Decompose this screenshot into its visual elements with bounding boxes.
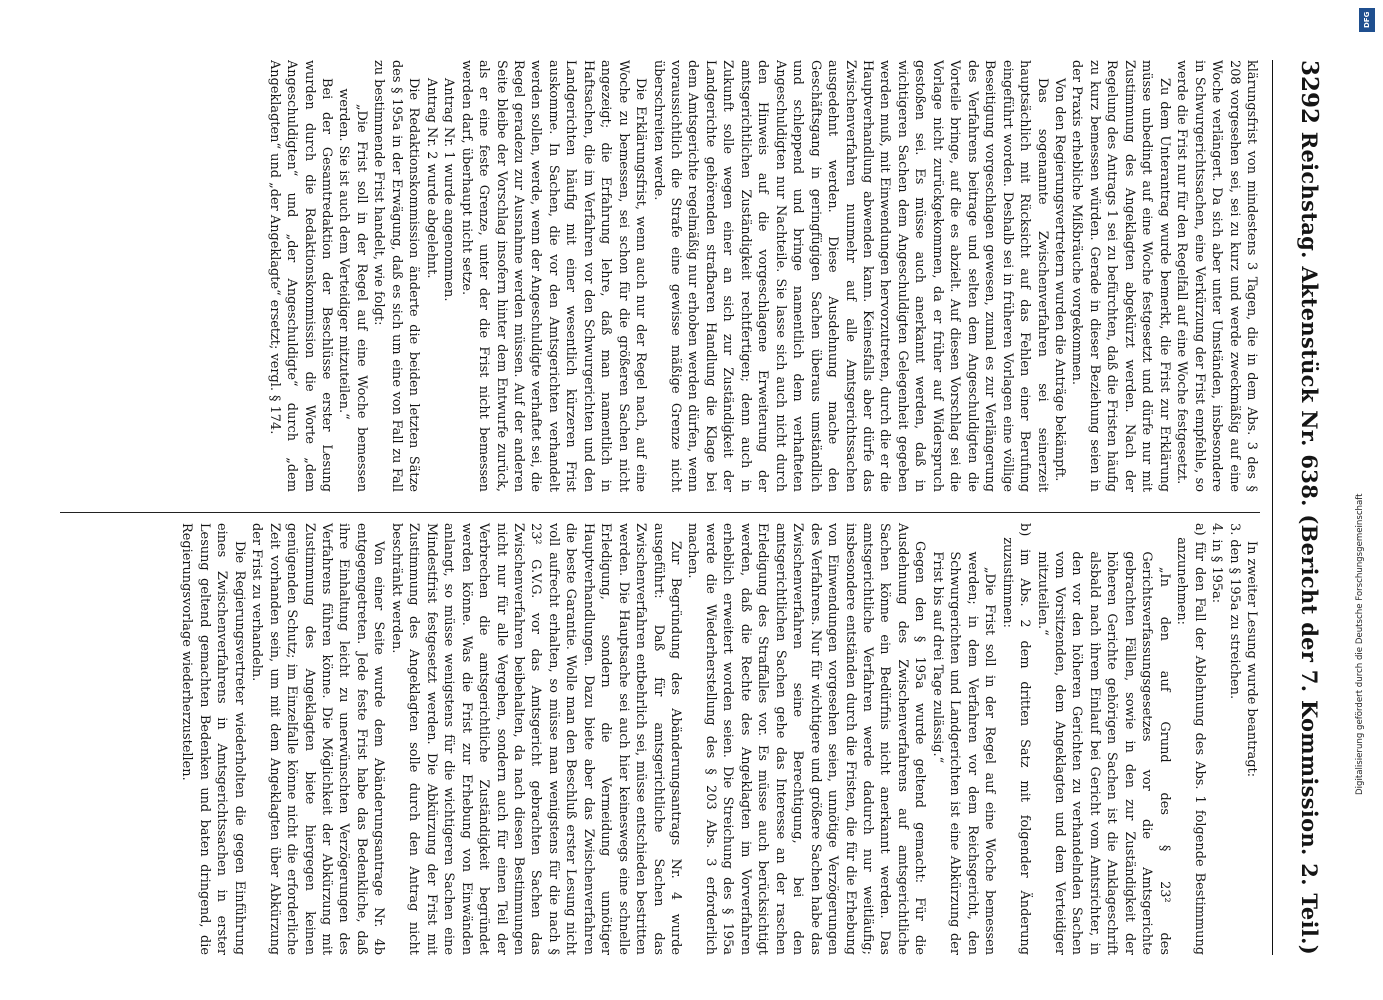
running-title: Reichstag. Aktenstück Nr. 638. (Bericht der 7. Kommission. 2. Teil.) (1297, 131, 1322, 955)
paragraph: Gegen den § 195a wurde geltend gemacht: Für die Ausdehnung des Zwischenverfahrens auf amtsgerichtliche Sachen könne ein Bedürfnis nicht anerkannt werden. Das amtsgerichtliche Verfahren werde dadurch nur weitläufig; insbesondere entständen durch die Fristen, die für die Erhebung von Einwendungen vorgesehen seien, unnötige Verzögerungen des Verfahrens. Nur für wichtigere und größere Sachen habe das Zwischenverfahren seine Berechtigung, bei den amtsgerichtlichen Sachen gehe das Interesse an der raschen Erledigung des Straffalles vor. Es müsse auch berücksichtigt werden, daß die Rechte des Angeklagten im Vorverfahren erheblich erweitert worden seien. Die Streichung des § 195a werde die Wiederherstellung des § 203 Abs. 3 erforderlich machen. (685, 523, 928, 955)
paragraph: klärungsfrist von mindestens 3 Tagen, die in dem Abs. 3 des § 208 vorgesehen sei, sei zu kurz und werde zweckmäßig auf eine Woche verlängert. Da sich aber unter Umständen, insbesondere in Schwurgerichtssachen, eine Verkürzung der Frist empfehle, so werde die Frist nur für den Regelfall auf eine Woche festgesetzt. (1174, 60, 1259, 492)
left-column (60, 60, 1260, 492)
list-item: 4. in § 195a: (1209, 523, 1225, 604)
paragraph: Das sogenannte Zwischenverfahren sei seinerzeit hauptsächlich mit Rücksicht auf das Fehlen einer Berufung eingeführt worden. Deshalb sei in früheren Vorlagen eine völlige Beseitigung vorgeschlagen gewesen, zumal es zur Verlängerung des Verfahrens beitrage und selten dem Angeschuldigten die Vorteile bringe, auf die es abzielt. Auf diesen Vorschlag sei die Vorlage nicht zurückgekommen, da er früher auf Widerspruch gestoßen sei. Es müsse auch anerkannt werden, daß in wichtigeren Sachen dem Angeschuldigten Gelegenheit gegeben werden muß, mit Einwendungen hervorzutreten, durch die er die Hauptverhandlung abwenden kann. Keinesfalls aber dürfe das Zwischenverfahren nunmehr auf alle Amtsgerichtssachen ausgedehnt werden. Diese Ausdehnung mache den Geschäftsgang in geringfügigen Sachen überaus umständlich und schleppend und bringe namentlich dem verhafteten Angeschuldigten nur Nachteile. Sie lasse sich auch nicht durch den Hinweis auf die vorgeschlagene Erweiterung der amtsgerichtlichen Zuständigkeit rechtfertigen; denn auch in Zukunft solle wegen einer an sich zur Zuständigkeit der Landgerichte gehörenden strafbaren Handlung die Klage bei dem Amtsgerichte regelmäßig nur erhoben werden dürfen, wenn voraussichtlich die Strafe eine gewisse mäßige Grenze nicht überschreiten werde. (650, 60, 1050, 492)
quoted-text: „In den auf Grund des § 23² des Gerichtsverfassungsgesetzes vor die Amtsgerichte gebrachten Fällen, sowie in den zur Zuständigkeit der höheren Gerichte gehörigen Sachen ist die Anklageschrift alsbald nach ihrem Einlauf bei Gericht vom Amtsrichter, in den vor den höheren Gerichten zu verhandelnden Sachen vom Vorsitzenden, dem Angeklagten und dem Verteidiger mitzuteilen.“ (1034, 551, 1172, 955)
page-header (1272, 60, 1323, 955)
list-item: a) für den Fall der Ablehnung des Abs. 1 folgende Bestimmung anzunehmen: (1174, 523, 1207, 955)
page-content (60, 60, 1323, 955)
list-item: b) im Abs. 2 dem dritten Satz mit folgender Änderung zuzustimmen: (999, 523, 1033, 955)
quoted-text: „Die Frist soll in der Regel auf eine Woche bemessen werden; in dem Verfahren vor dem Reichsgericht, den Schwurgerichten und Landgerichten ist eine Abkürzung der Frist bis auf drei Tage zulässig.“ (929, 551, 998, 955)
paragraph: Zu dem Unterantrag wurde bemerkt, die Frist zur Erklärung müsse unbedingt auf eine Woche festgesetzt und dürfe nur mit Zustimmung des Angeklagten abgekürzt werden. Nach der Regelung des Antrags 1 sei zu befürchten, daß die Fristen häufig zu kurz bemessen würden. Gerade in dieser Beziehung seien in der Praxis erhebliche Mißbräuche vorgekommen. (1069, 60, 1172, 492)
paragraph: Bei der Gesamtredaktion der Beschlüsse erster Lesung wurden durch die Redaktionskommission die Worte „dem Angeschuldigten“ und „der Angeschuldigte“ durch „dem Angeklagten“ und „der Angeklagte“ ersetzt; vergl. § 174. (266, 60, 334, 492)
paragraph: Von den Regierungsvertretern wurden die Anträge bekämpft. (1052, 78, 1068, 482)
paragraph: Die Redaktionskommission änderte die beiden letzten Sätze des § 195a in der Erwägung, daß es sich um eine von Fall zu Fall zu bestimmende Frist handelt, wie folgt: (371, 60, 422, 492)
paragraph: Die Erklärungsfrist, wenn auch nur der Regel nach, auf eine Woche zu bemessen, sei schon für die größeren Sachen nicht angezeigt; die Erfahrung lehre, daß man namentlich in Haftsachen, die im Verfahren vor den Schwurgerichten und den Landgerichten häufig mit einer wesentlich kürzeren Frist auskomme. In Sachen, die vor den Amtsgerichten verhandelt werden sollen, werde, wenn der Angeschuldigte verhaftet sei, die Regel geradezu zur Ausnahme werden müssen. Auf der anderen Seite bleibe der Vorschlag insofern hinter dem Entwurfe zurück, als er eine feste Grenze, unter der die Frist nicht bemessen werden darf, überhaupt nicht setze. (458, 60, 649, 492)
text-columns (60, 60, 1260, 955)
paragraph: Antrag Nr. 1 wurde angenommen. (441, 78, 457, 302)
quoted-text: „Die Frist soll in der Regel auf eine Woche bemessen werden. Sie ist auch dem Verteidiger mitzuteilen.“ (336, 88, 369, 492)
paragraph: In zweiter Lesung wurde beantragt: (1244, 541, 1259, 778)
right-column (60, 512, 1260, 955)
page-number: 3292 (1296, 60, 1323, 125)
digitization-note: Digitalisierung gefördert durch die Deutsche Forschungsgemeinschaft (1355, 493, 1365, 795)
paragraph: Von einer Seite wurde dem Abänderungsantrage Nr. 4b entgegengetreten. Jede feste Frist habe das Bedenkliche, daß ihre Einhaltung leicht zu unerwünschten Verzögerungen des Verfahrens führen könne. Die Möglichkeit der Abkürzung mit Zustimmung des Angeklagten biete hiergegen keinen genügenden Schutz; im Einzelfalle könne nicht die erforderliche Zeit vorhanden sein, um mit dem Angeklagten über Abkürzung der Frist zu verhandeln. (249, 523, 387, 955)
list-item: 3. den § 195a zu streichen. (1226, 523, 1242, 700)
paragraph: Zur Begründung des Abänderungsantrags Nr. 4 wurde ausgeführt: Daß für amtsgerichtliche Sachen das Zwischenverfahren entbehrlich sei, müsse entschieden bestritten werden. Die Hauptsache sei auch hier keineswegs eine schnelle Erledigung, sondern die Vermeidung unnötiger Hauptverhandlungen. Dazu biete aber das Zwischenverfahren die beste Garantie. Wolle man den Beschluß erster Lesung nicht voll aufrecht erhalten, so müsse man wenigstens für die nach § 23² G.V.G. vor das Amtsgericht gebrachten Sachen das Zwischenverfahren beibehalten, da nach diesen Bestimmungen nicht nur für alle Vergehen, sondern auch für einen Teil der Verbrechen die amtsgerichtliche Zuständigkeit begründet werden könne. Was die Frist zur Erhebung von Einwänden anlangt, so müsse wenigstens für die wichtigeren Sachen eine Mindestfrist festgesetzt werden. Die Abkürzung der Frist mit Zustimmung des Angeklagten solle durch den Antrag nicht beschränkt werden. (388, 523, 684, 955)
dfg-logo: DFG (1359, 8, 1375, 32)
paragraph: Antrag Nr. 2 wurde abgelehnt. (423, 78, 439, 279)
paragraph: Die Regierungsvertreter wiederholten die gegen Einführung eines Zwischenverfahrens in Amtsgerichtssachen in erster Lesung geltend gemachten Bedenken und baten dringend, die Regierungsvorlage wiederherzustellen. (179, 523, 247, 955)
